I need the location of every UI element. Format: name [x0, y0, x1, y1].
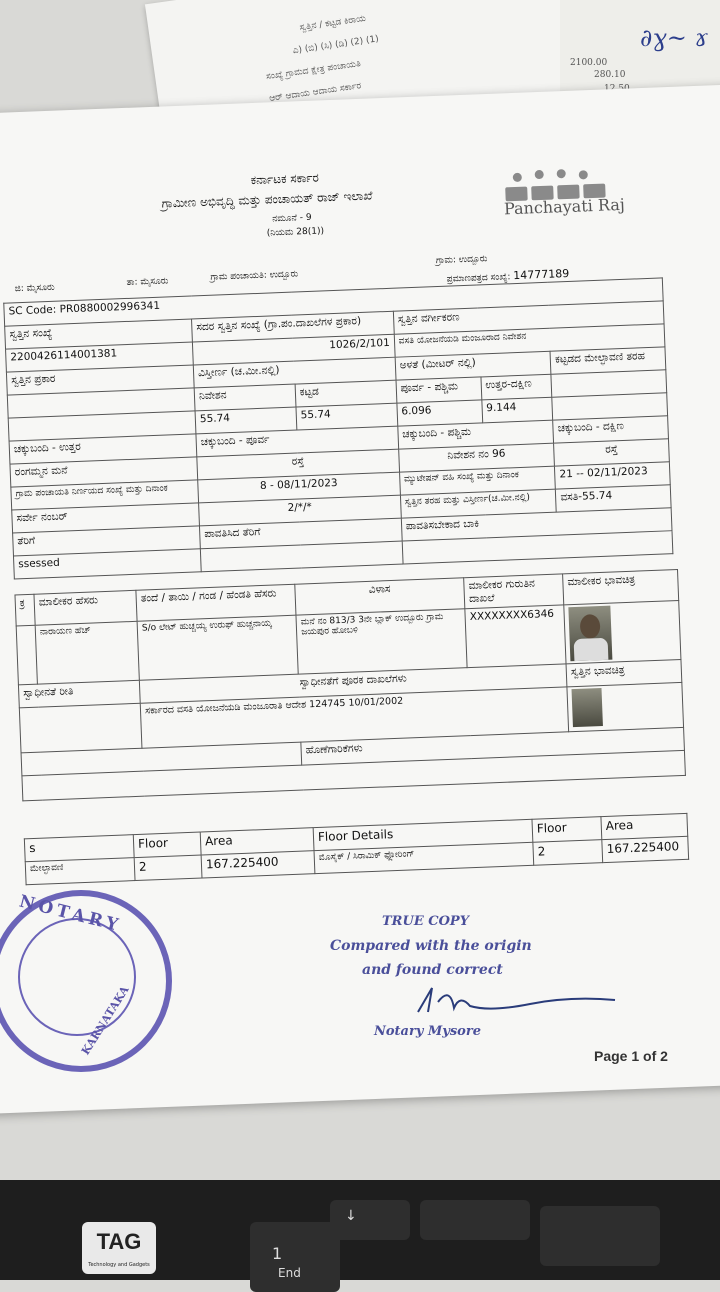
page-number: Page 1 of 2 — [594, 1048, 668, 1064]
ew-length: 6.096 — [397, 400, 483, 426]
property-id: 2200426114001381 — [6, 342, 194, 372]
boundary-east: ರಸ್ತೆ — [197, 449, 399, 480]
survey-no: 2/*/* — [199, 495, 401, 526]
property-no-label: ಸ್ವತ್ತಿನ ಸಂಖ್ಯೆ — [5, 319, 193, 349]
stamp-top-text: NOTARY — [17, 891, 124, 937]
boundary-south-label: ಚಕ್ಕುಬಂದಿ - ದಕ್ಷಿಣ — [553, 416, 668, 443]
handwriting: ∂ɣ~ ɤ — [640, 24, 709, 52]
floor-details: ಮೊಸೈಕ್ / ಸಿರಾಮಿಕ್ ಫ್ಲೋರಿಂಗ್ — [314, 842, 534, 873]
floor-table — [24, 813, 689, 885]
site-label: ನಿವೇಶನ — [194, 384, 296, 411]
measure-label: ಅಳತೆ (ಮೀಟರ್ ನಲ್ಲಿ) — [395, 351, 551, 380]
true-copy: TRUE COPY — [382, 914, 469, 929]
site-area: 55.74 — [195, 407, 297, 434]
boundary-south: ರಸ್ತೆ — [554, 439, 669, 466]
key — [330, 1200, 410, 1240]
dept-title: ಗ್ರಾಮೀಣ ಅಭಿವೃದ್ಧಿ ಮತ್ತು ಪಂಚಾಯತ್ ರಾಜ್ ಇಲಾಖೆ — [161, 188, 373, 211]
mutation: 21 -- 02/11/2023 — [555, 462, 670, 489]
floor-col-details: Floor Details — [313, 819, 533, 850]
bg-line: ಸಂಖ್ಯೆ ಗ್ರಾಮದ ಕ್ಷೇತ್ರ ಪಂಚಾಯತಿ — [265, 59, 362, 83]
assessed-status: ssessed — [13, 549, 201, 579]
bg-line: ಆರ್ ಆದಾಯ ಆದಾಯ ಸರ್ಕಾರ — [268, 81, 362, 104]
key-label-1: 1 — [272, 1244, 283, 1263]
certificate-label: ಪ್ರಮಾಣಪತ್ರದ ಸಂಖ್ಯೆ: — [446, 272, 511, 285]
floor-number: 2 — [134, 855, 202, 881]
bg-number: 2100.00 — [570, 58, 608, 68]
govt-title: ಕರ್ನಾಟಕ ಸರ್ಕಾರ — [250, 170, 320, 188]
district: ಜಿ: ಮೈಸೂರು — [14, 282, 55, 295]
stamp-bottom-text: KARNATAKA — [78, 983, 132, 1058]
property-photo — [572, 688, 603, 727]
floor-col-area: Area — [200, 828, 314, 855]
key-label-end: End — [278, 1266, 301, 1280]
signature — [410, 982, 630, 1022]
property-photo-label: ಸ್ವತ್ತಿನ ಭಾವಚಿತ್ರ — [566, 659, 682, 686]
property-no-label: ಸದರ ಸ್ವತ್ತಿನ ಸಂಖ್ಯೆ (ಗ್ರಾ.ಪಂ.ದಾಖಲೆಗಳ ಪ್ರಕಾರ) — [192, 311, 394, 342]
key-end — [250, 1222, 340, 1292]
owner-id-doc: XXXXXXXX6346 — [465, 605, 566, 668]
floor-col-floor: Floor — [133, 832, 201, 858]
classification: ವಸತಿ ಯೋಜನೆಯಡಿ ಮಂಜೂರಾದ ನಿವೇಶನ — [394, 324, 665, 357]
bg-number: 280.10 — [594, 70, 626, 80]
owner-relation-header: ತಂದೆ / ತಾಯಿ / ಗಂಡ / ಹೆಂಡತಿ ಹೆಸರು — [136, 584, 296, 621]
village: ಗ್ರಾಮ: ಉದ್ಬೂರು — [435, 254, 488, 267]
floor-area: 167.225400 — [201, 851, 315, 878]
boundary-north: ರಂಗಮ್ಮನ ಮನೆ — [10, 457, 198, 487]
classification-label: ಸ್ವತ್ತಿನ ವರ್ಗೀಕರಣ — [393, 301, 664, 334]
property-table — [3, 277, 673, 579]
building-label: ಕಟ್ಟಡ — [295, 380, 397, 407]
kind-area: ವಸತಿ-55.74 — [556, 485, 671, 512]
owner-photo-header: ಮಾಲೀಕರ ಭಾವಚಿತ್ರ — [563, 570, 679, 605]
kind-label: ಸ್ವತ್ತಿನ ಪ್ರಕಾರ — [6, 365, 194, 395]
owner-id-header: ಮಾಲೀಕರ ಗುರುತಿನ ದಾಖಲೆ — [464, 574, 564, 609]
due-tax-label: ಪಾವತಿಸಬೇಕಾದ ಬಾಕಿ — [401, 508, 672, 541]
floor-col-area2: Area — [601, 813, 688, 839]
area-label: ವಿಸ್ತೀರ್ಣ (ಚ.ಮೀ.ನಲ್ಲಿ) — [193, 357, 395, 388]
tag-logo: TAG — [82, 1222, 156, 1274]
acquisition-doc: ಸರ್ಕಾರದ ವಸತಿ ಯೋಜನೆಯಡಿ ಮಂಜೂರಾತಿ ಆದೇಶ 124745 10/01/2002 — [140, 687, 568, 748]
liabilities-label: ಹೊಣೆಗಾರಿಕೆಗಳು — [301, 727, 684, 765]
taluk: ತಾ: ಮೈಸೂರು — [126, 276, 169, 288]
boundary-west: ನಿವೇಶನ ನಂ 96 — [398, 443, 554, 472]
boundary-west-label: ಚಕ್ಕುಬಂದಿ - ಪಶ್ಚಿಮ — [397, 420, 553, 449]
building-area: 55.74 — [296, 403, 398, 430]
paid-tax-label: ಪಾವತಿಸಿದ ತೆರಿಗೆ — [200, 518, 402, 549]
key — [540, 1206, 660, 1266]
compared-text: Compared with the origin — [330, 938, 532, 954]
gp-resolution: 8 - 08/11/2023 — [198, 472, 400, 503]
owner-photo — [568, 606, 612, 662]
sc-code: SC Code: PR0880002996341 — [4, 278, 663, 326]
found-correct: and found correct — [362, 962, 503, 978]
gp-resolution-label: ಗ್ರಾಮ ಪಂಚಾಯತಿ ನಿರ್ಣಯದ ಸಂಖ್ಯೆ ಮತ್ತು ದಿನಾಂಕ — [11, 480, 199, 510]
rule-number: (ನಿಯಮ 28(1)) — [266, 226, 325, 239]
floor-area2: 167.225400 — [602, 836, 689, 862]
certificate-value: 14777189 — [513, 266, 570, 283]
owner-name: ನಾರಾಯಣ ಹೆಚ್ — [35, 621, 139, 684]
arrow-down-icon: ↓ — [345, 1208, 357, 1224]
form-number: ನಮೂನೆ - 9 — [272, 212, 312, 225]
floor-roof: ಮೇಲ್ಛಾವಣಿ — [25, 858, 135, 885]
floor-col-s: s — [24, 835, 134, 862]
roof-type-label: ಕಟ್ಟಡದ ಮೇಲ್ಛಾವಣಿ ತರಹ — [550, 347, 665, 374]
acquisition-label: ಸ್ವಾಧೀನತೆ ರೀತಿ — [18, 680, 140, 708]
gram-panchayat: ಗ್ರಾಮ ಪಂಚಾಯತಿ: ಉದ್ಬೂರು — [210, 269, 299, 283]
notary-name: Notary Mysore — [374, 1024, 481, 1039]
key — [420, 1200, 530, 1240]
door-number: 1026/2/101 — [192, 334, 394, 365]
boundary-north-label: ಚಕ್ಕುಬಂದಿ - ಉತ್ತರ — [9, 434, 197, 464]
owner-address: ಮನೆ ನಂ 813/3 3ನೇ ಬ್ಲಾಕ್ ಉದ್ಬೂರು ಗ್ರಾಮ ಜಯಪುರ ಹೋಬಳಿ — [296, 609, 467, 674]
brand-name: Panchayati Raj — [503, 194, 626, 219]
mutation-label: ಮ್ಯುಟೇಷನ್ ವಹಿ ಸಂಖ್ಯೆ ಮತ್ತು ದಿನಾಂಕ — [399, 466, 555, 495]
tax-label: ತೆರಿಗೆ — [13, 526, 201, 556]
kind-area-label: ಸ್ವತ್ತಿನ ತರಹ ಮತ್ತು ವಿಸ್ತೀರ್ಣ(ಚ.ಮೀ.ನಲ್ಲಿ) — [400, 489, 556, 518]
ns-length: 9.144 — [481, 397, 553, 423]
owner-table — [14, 569, 685, 801]
ns-label: ಉತ್ತರ-ದಕ್ಷಿಣ — [481, 374, 553, 400]
tag-subtitle: Technology and Gadgets — [88, 1262, 150, 1268]
owner-relation: S/o ಲೇಟ್ ಹುಚ್ಚಯ್ಯ ಉರುಫ್ ಹುಚ್ಚನಾಯ್ಕ — [137, 615, 298, 680]
bg-line: ಎ) (ಬಿ) (ಸಿ) (ಡಿ) (2) (1) — [292, 34, 380, 57]
boundary-east-label: ಚಕ್ಕುಬಂದಿ - ಪೂರ್ವ — [196, 426, 398, 457]
acquisition-docs-label: ಸ್ವಾಧೀನತೆಗೆ ಪೂರಕ ದಾಖಲೆಗಳು — [139, 664, 567, 703]
survey-no-label: ಸರ್ವೇ ನಂಬರ್ — [12, 503, 200, 533]
floor-number2: 2 — [533, 840, 603, 866]
ew-label: ಪೂರ್ವ - ಪಶ್ಚಿಮ — [396, 377, 482, 403]
owner-address-header: ವಿಳಾಸ — [295, 578, 465, 615]
floor-col-floor2: Floor — [532, 817, 602, 843]
owner-name-header: ಮಾಲೀಕರ ಹೆಸರು — [34, 590, 137, 625]
owner-no-header: ಕ್ರ — [15, 594, 35, 626]
bg-line: ಸ್ವತ್ತಿನ / ಕಟ್ಟಡ ಕಿರಾಯ — [299, 13, 367, 34]
